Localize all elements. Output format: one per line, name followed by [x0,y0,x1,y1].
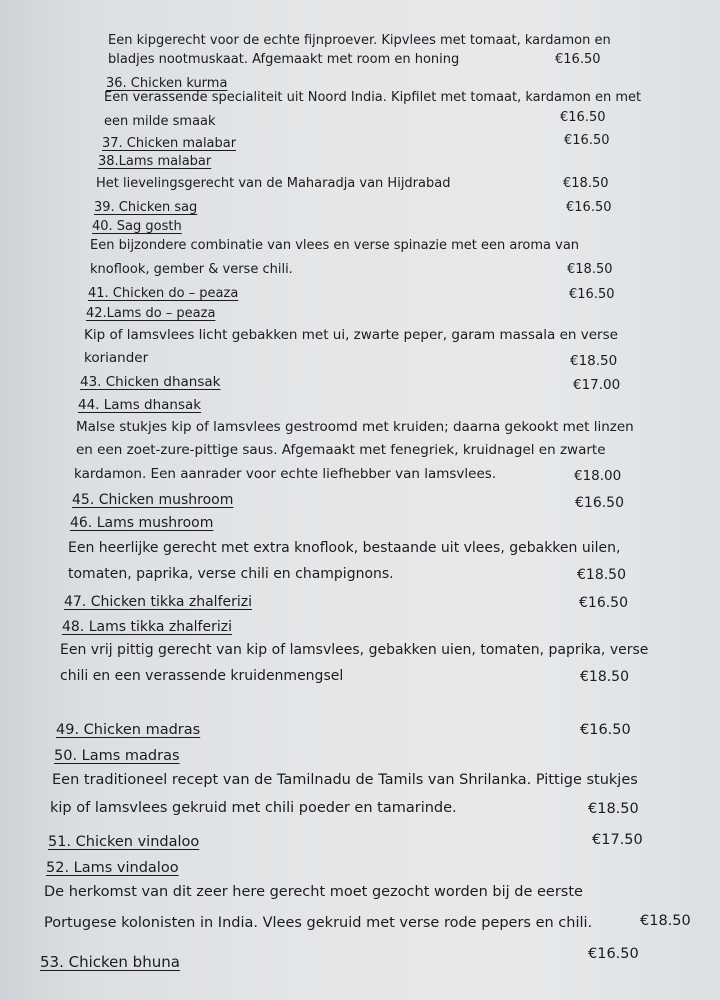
dish-title: 53. Chicken bhuna [40,953,180,971]
dish-price: €18.00 [574,468,622,484]
dish-description: Een traditioneel recept van de Tamilnadu de Tamils van Shrilanka. Pittige stukjes [52,772,638,788]
dish-title: 40. Sag gosth [92,219,182,234]
dish-description: koriander [84,350,149,366]
dish-title: 47. Chicken tikka zhalferizi [64,594,252,610]
dish-description: Een heerlijke gerecht met extra knoflook, bestaande uit vlees, gebakken uilen, [68,540,621,556]
dish-description: knoflook, gember & verse chili. [90,262,293,277]
dish-price: €16.50 [588,946,639,962]
dish-title: 48. Lams tikka zhalferizi [62,619,232,635]
dish-description: kip of lamsvlees gekruid met chili poeder en tamarinde. [50,800,457,816]
dish-description: en een zoet-zure-pittige saus. Afgemaakt met fenegriek, kruidnagel en zwarte [76,442,606,458]
dish-title: 50. Lams madras [54,748,180,764]
dish-price: €16.50 [564,133,610,148]
dish-description: kardamon. Een aanrader voor echte liefhebber van lamsvlees. [74,466,497,482]
dish-description: chili en een verassende kruidenmengsel [60,668,344,684]
dish-description: Een bijzondere combinatie van vlees en verse spinazie met een aroma van [90,238,580,253]
dish-price: €16.50 [555,52,601,67]
dish-description: Een vrij pittig gerecht van kip of lamsvlees, gebakken uien, tomaten, paprika, verse [60,642,649,658]
dish-title: 52. Lams vindaloo [46,860,179,876]
dish-price: €16.50 [569,287,615,302]
dish-price: €17.00 [573,377,621,393]
dish-title: 46. Lams mushroom [70,515,214,531]
dish-description: bladjes nootmuskaat. Afgemaakt met room en honing [108,52,460,67]
dish-price: €18.50 [567,262,613,277]
dish-description: Een kipgerecht voor de echte fijnproever. Kipvlees met tomaat, kardamon en [108,33,611,48]
dish-price: €16.50 [580,722,631,738]
dish-title: 43. Chicken dhansak [80,374,221,390]
dish-price: €18.50 [570,353,618,369]
dish-title: 51. Chicken vindaloo [48,834,200,850]
dish-price: €18.50 [577,567,626,583]
dish-price: €18.50 [563,176,609,191]
dish-description: Een verassende specialiteit uit Noord India. Kipfilet met tomaat, kardamon en met [104,90,642,105]
dish-title: 39. Chicken sag [94,200,198,215]
dish-title: 42.Lams do – peaza [86,306,216,321]
dish-title: 41. Chicken do – peaza [88,286,239,301]
dish-title: 37. Chicken malabar [102,136,237,151]
dish-title: 45. Chicken mushroom [72,492,234,508]
dish-price: €16.50 [566,200,612,215]
dish-price: €16.50 [579,595,628,611]
dish-price: €16.50 [575,495,624,511]
dish-title: 38.Lams malabar [98,154,212,169]
dish-price: €18.50 [588,801,639,817]
dish-description: Het lievelingsgerecht van de Maharadja van Hijdrabad [96,176,451,191]
dish-title: 44. Lams dhansak [78,397,202,413]
dish-title: 36. Chicken kurma [106,76,228,91]
dish-price: €17.50 [592,832,643,848]
dish-price: €16.50 [560,110,606,125]
dish-price: €18.50 [640,913,691,929]
dish-description: Kip of lamsvlees licht gebakken met ui, zwarte peper, garam massala en verse [84,327,618,343]
dish-description: Portugese kolonisten in India. Vlees gekruid met verse rode pepers en chili. [44,915,593,931]
dish-title: 49. Chicken madras [56,722,201,738]
dish-description: Malse stukjes kip of lamsvlees gestroomd met kruiden; daarna gekookt met linzen [76,419,634,435]
dish-price: €18.50 [580,669,629,685]
dish-description: tomaten, paprika, verse chili en champignons. [68,566,394,582]
dish-description: De herkomst van dit zeer here gerecht moet gezocht worden bij de eerste [44,884,583,900]
dish-description: een milde smaak [104,114,216,129]
